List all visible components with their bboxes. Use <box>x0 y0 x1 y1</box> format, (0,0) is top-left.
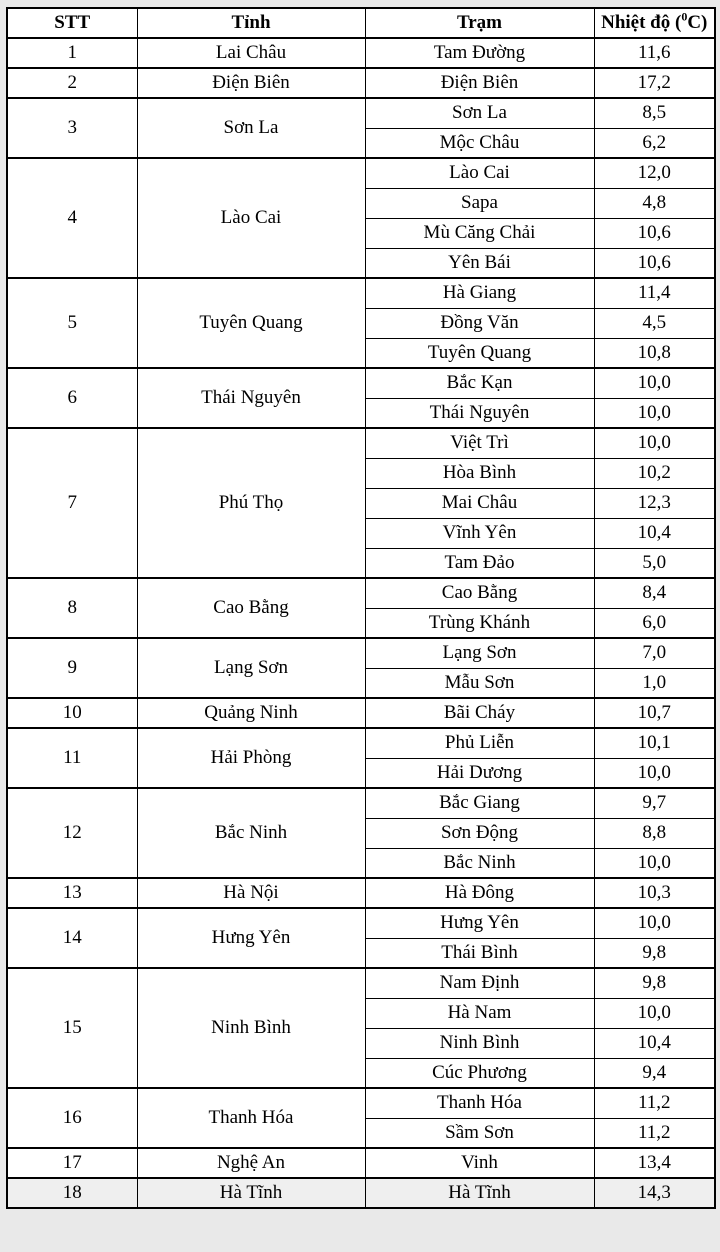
table-row <box>7 1088 715 1118</box>
province-cell: Tuyên Quang <box>137 278 365 368</box>
station-cell: Bắc Giang <box>365 788 594 818</box>
temperature-cell: 7,0 <box>594 638 715 668</box>
province-cell: Lai Châu <box>137 38 365 68</box>
station-cell: Mẫu Sơn <box>365 668 594 698</box>
station-cell: Lào Cai <box>365 158 594 188</box>
province-cell: Nghệ An <box>137 1148 365 1178</box>
table-body <box>7 38 715 1208</box>
temperature-cell: 9,8 <box>594 968 715 998</box>
stt-cell: 10 <box>7 698 137 728</box>
temperature-cell: 4,8 <box>594 188 715 218</box>
stt-cell: 1 <box>7 38 137 68</box>
station-cell: Hà Nam <box>365 998 594 1028</box>
province-cell: Cao Bằng <box>137 578 365 638</box>
table-row <box>7 428 715 458</box>
stt-cell: 14 <box>7 908 137 968</box>
temperature-cell: 12,0 <box>594 158 715 188</box>
stt-cell: 9 <box>7 638 137 698</box>
temperature-cell: 9,7 <box>594 788 715 818</box>
stt-cell: 5 <box>7 278 137 368</box>
temperature-cell: 10,0 <box>594 398 715 428</box>
stt-cell: 8 <box>7 578 137 638</box>
station-cell: Thái Nguyên <box>365 398 594 428</box>
table-row <box>7 578 715 608</box>
province-cell: Thanh Hóa <box>137 1088 365 1148</box>
temperature-table <box>6 7 716 1209</box>
temperature-cell: 11,6 <box>594 38 715 68</box>
station-cell: Cúc Phương <box>365 1058 594 1088</box>
stt-cell: 12 <box>7 788 137 878</box>
temperature-cell: 13,4 <box>594 1148 715 1178</box>
temperature-cell: 6,2 <box>594 128 715 158</box>
station-cell: Trùng Khánh <box>365 608 594 638</box>
station-cell: Hà Giang <box>365 278 594 308</box>
temperature-cell: 8,8 <box>594 818 715 848</box>
temperature-cell: 10,0 <box>594 998 715 1028</box>
temperature-cell: 10,3 <box>594 878 715 908</box>
stt-cell: 7 <box>7 428 137 578</box>
province-cell: Hưng Yên <box>137 908 365 968</box>
station-cell: Bắc Kạn <box>365 368 594 398</box>
station-cell: Nam Định <box>365 968 594 998</box>
table-row <box>7 1178 715 1208</box>
table-row <box>7 728 715 758</box>
temperature-cell: 11,2 <box>594 1088 715 1118</box>
temperature-cell: 17,2 <box>594 68 715 98</box>
table-row <box>7 368 715 398</box>
station-cell: Sầm Sơn <box>365 1118 594 1148</box>
temp-header-suffix: C) <box>687 12 708 33</box>
temperature-cell: 10,8 <box>594 338 715 368</box>
temperature-cell: 8,4 <box>594 578 715 608</box>
column-header-station: Trạm <box>365 8 594 38</box>
station-cell: Tam Đảo <box>365 548 594 578</box>
station-cell: Phủ Liễn <box>365 728 594 758</box>
column-header-stt: STT <box>7 8 137 38</box>
station-cell: Thanh Hóa <box>365 1088 594 1118</box>
temperature-cell: 10,4 <box>594 1028 715 1058</box>
table-row <box>7 1148 715 1178</box>
station-cell: Hưng Yên <box>365 908 594 938</box>
stt-cell: 3 <box>7 98 137 158</box>
temperature-cell: 6,0 <box>594 608 715 638</box>
station-cell: Hòa Bình <box>365 458 594 488</box>
province-cell: Điện Biên <box>137 68 365 98</box>
temperature-cell: 12,3 <box>594 488 715 518</box>
table-row <box>7 908 715 938</box>
province-cell: Phú Thọ <box>137 428 365 578</box>
table-row <box>7 158 715 188</box>
table-header <box>7 8 715 38</box>
temperature-cell: 4,5 <box>594 308 715 338</box>
station-cell: Mù Căng Chải <box>365 218 594 248</box>
province-cell: Thái Nguyên <box>137 368 365 428</box>
province-cell: Hà Nội <box>137 878 365 908</box>
stt-cell: 2 <box>7 68 137 98</box>
temperature-cell: 10,0 <box>594 428 715 458</box>
temp-header-prefix: Nhiệt độ ( <box>601 12 682 33</box>
table-row <box>7 638 715 668</box>
temperature-cell: 11,4 <box>594 278 715 308</box>
station-cell: Thái Bình <box>365 938 594 968</box>
stt-cell: 18 <box>7 1178 137 1208</box>
temperature-cell: 10,0 <box>594 368 715 398</box>
station-cell: Cao Bằng <box>365 578 594 608</box>
station-cell: Bắc Ninh <box>365 848 594 878</box>
table-row <box>7 788 715 818</box>
station-cell: Tam Đường <box>365 38 594 68</box>
temperature-cell: 11,2 <box>594 1118 715 1148</box>
station-cell: Hà Đông <box>365 878 594 908</box>
table-row <box>7 38 715 68</box>
station-cell: Việt Trì <box>365 428 594 458</box>
stt-cell: 15 <box>7 968 137 1088</box>
temperature-cell: 10,7 <box>594 698 715 728</box>
station-cell: Bãi Cháy <box>365 698 594 728</box>
station-cell: Sơn La <box>365 98 594 128</box>
station-cell: Tuyên Quang <box>365 338 594 368</box>
temperature-cell: 9,4 <box>594 1058 715 1088</box>
temperature-cell: 5,0 <box>594 548 715 578</box>
stt-cell: 17 <box>7 1148 137 1178</box>
table-row <box>7 698 715 728</box>
table-row <box>7 968 715 998</box>
station-cell: Hải Dương <box>365 758 594 788</box>
station-cell: Lạng Sơn <box>365 638 594 668</box>
table-row <box>7 278 715 308</box>
province-cell: Quảng Ninh <box>137 698 365 728</box>
station-cell: Mai Châu <box>365 488 594 518</box>
station-cell: Mộc Châu <box>365 128 594 158</box>
temperature-cell: 10,6 <box>594 248 715 278</box>
province-cell: Hà Tĩnh <box>137 1178 365 1208</box>
province-cell: Hải Phòng <box>137 728 365 788</box>
stt-cell: 11 <box>7 728 137 788</box>
station-cell: Điện Biên <box>365 68 594 98</box>
table-row <box>7 98 715 128</box>
temperature-cell: 9,8 <box>594 938 715 968</box>
temperature-cell: 1,0 <box>594 668 715 698</box>
temp-header-superscript: 0 <box>681 9 688 24</box>
stt-cell: 13 <box>7 878 137 908</box>
stt-cell: 16 <box>7 1088 137 1148</box>
temperature-cell: 10,6 <box>594 218 715 248</box>
temperature-cell: 10,0 <box>594 908 715 938</box>
table-row <box>7 878 715 908</box>
temperature-cell: 8,5 <box>594 98 715 128</box>
table-row <box>7 68 715 98</box>
temperature-cell: 14,3 <box>594 1178 715 1208</box>
station-cell: Yên Bái <box>365 248 594 278</box>
column-header-province: Tỉnh <box>137 8 365 38</box>
station-cell: Vĩnh Yên <box>365 518 594 548</box>
station-cell: Sơn Động <box>365 818 594 848</box>
province-cell: Sơn La <box>137 98 365 158</box>
temperature-cell: 10,0 <box>594 848 715 878</box>
station-cell: Ninh Bình <box>365 1028 594 1058</box>
province-cell: Lào Cai <box>137 158 365 278</box>
temperature-cell: 10,0 <box>594 758 715 788</box>
station-cell: Đồng Văn <box>365 308 594 338</box>
stt-cell: 4 <box>7 158 137 278</box>
station-cell: Hà Tĩnh <box>365 1178 594 1208</box>
temperature-cell: 10,4 <box>594 518 715 548</box>
province-cell: Bắc Ninh <box>137 788 365 878</box>
header-row <box>7 8 715 38</box>
temperature-cell: 10,1 <box>594 728 715 758</box>
column-header-temperature <box>594 8 715 38</box>
temperature-cell: 10,2 <box>594 458 715 488</box>
station-cell: Sapa <box>365 188 594 218</box>
province-cell: Ninh Bình <box>137 968 365 1088</box>
province-cell: Lạng Sơn <box>137 638 365 698</box>
station-cell: Vinh <box>365 1148 594 1178</box>
stt-cell: 6 <box>7 368 137 428</box>
